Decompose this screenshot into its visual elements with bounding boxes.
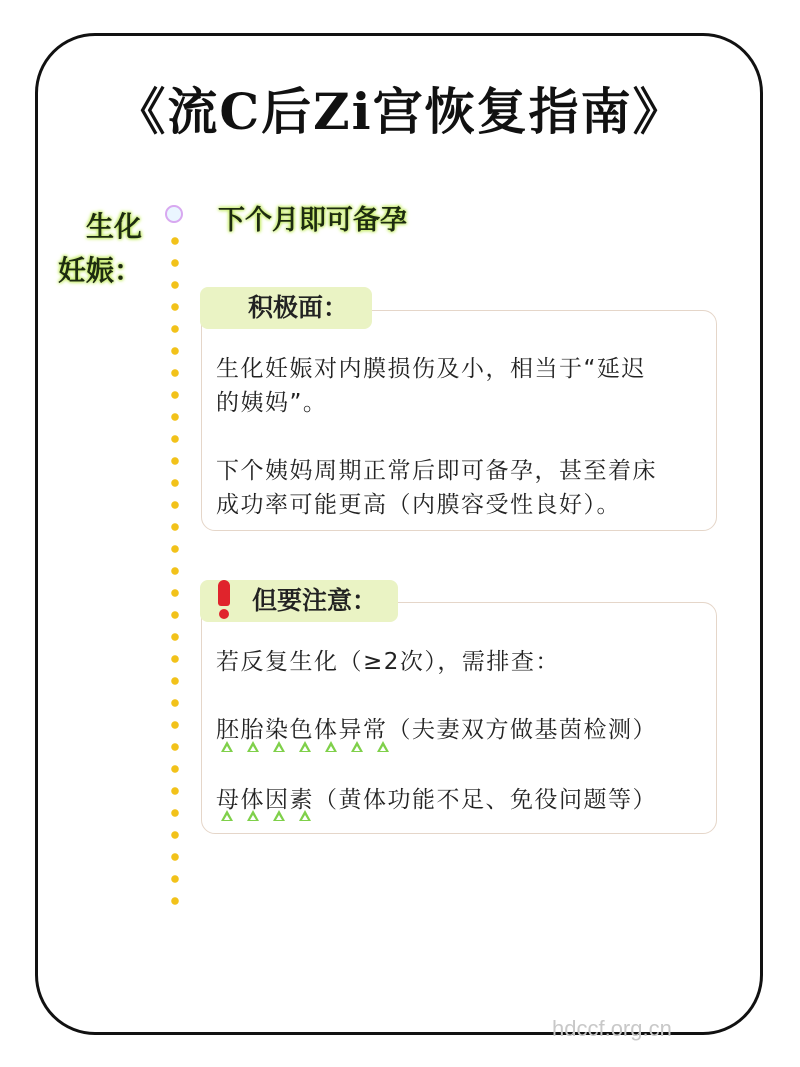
positive-text-line-4: 成功率可能更高（内膜容受性良好）。 [216, 492, 621, 518]
positive-text-line-1: 生化妊娠对内膜损伤及小，相当于“延迟 [216, 356, 646, 382]
watermark: hdccf.org.cn [552, 1016, 672, 1041]
underline-mark [221, 741, 233, 752]
underline-marks-2 [221, 810, 331, 824]
underline-mark [273, 741, 285, 752]
caution-text-line-2: 胚胎染色体异常（夫妻双方做基茵检测） [216, 717, 657, 743]
underline-mark [273, 810, 285, 821]
underline-mark [299, 741, 311, 752]
underline-mark [221, 810, 233, 821]
exclamation-icon-bar [218, 580, 230, 606]
underline-marks-1 [221, 741, 401, 755]
exclamation-icon [214, 576, 234, 620]
positive-text-line-2: 的姨妈”。 [216, 390, 328, 416]
underline-mark [247, 741, 259, 752]
caution-tag: 但要注意： [200, 580, 398, 622]
caution-text-line-3: 母体因素（黄体功能不足、免役问题等） [216, 787, 657, 813]
timeline-dotted-line [171, 230, 179, 915]
positive-tag: 积极面： [200, 287, 372, 329]
positive-text-line-3: 下个姨妈周期正常后即可备孕，甚至着床 [216, 458, 657, 484]
section-label-line1: 生化 [85, 210, 142, 243]
underline-mark [325, 741, 337, 752]
exclamation-icon-dot [219, 609, 229, 619]
underline-mark [247, 810, 259, 821]
section-headline: 下个月即可备孕 [218, 205, 407, 236]
section-label [52, 205, 142, 293]
underline-mark [377, 741, 389, 752]
page-title: 《流C后Zi宫恢复指南》 [115, 82, 685, 141]
underline-mark [351, 741, 363, 752]
section-label-line2: 妊娠： [57, 254, 142, 287]
caution-text-line-1: 若反复生化（≥2次），需排查： [216, 649, 560, 675]
timeline-start-circle [165, 205, 183, 223]
content-card [35, 33, 763, 1035]
underline-mark [299, 810, 311, 821]
